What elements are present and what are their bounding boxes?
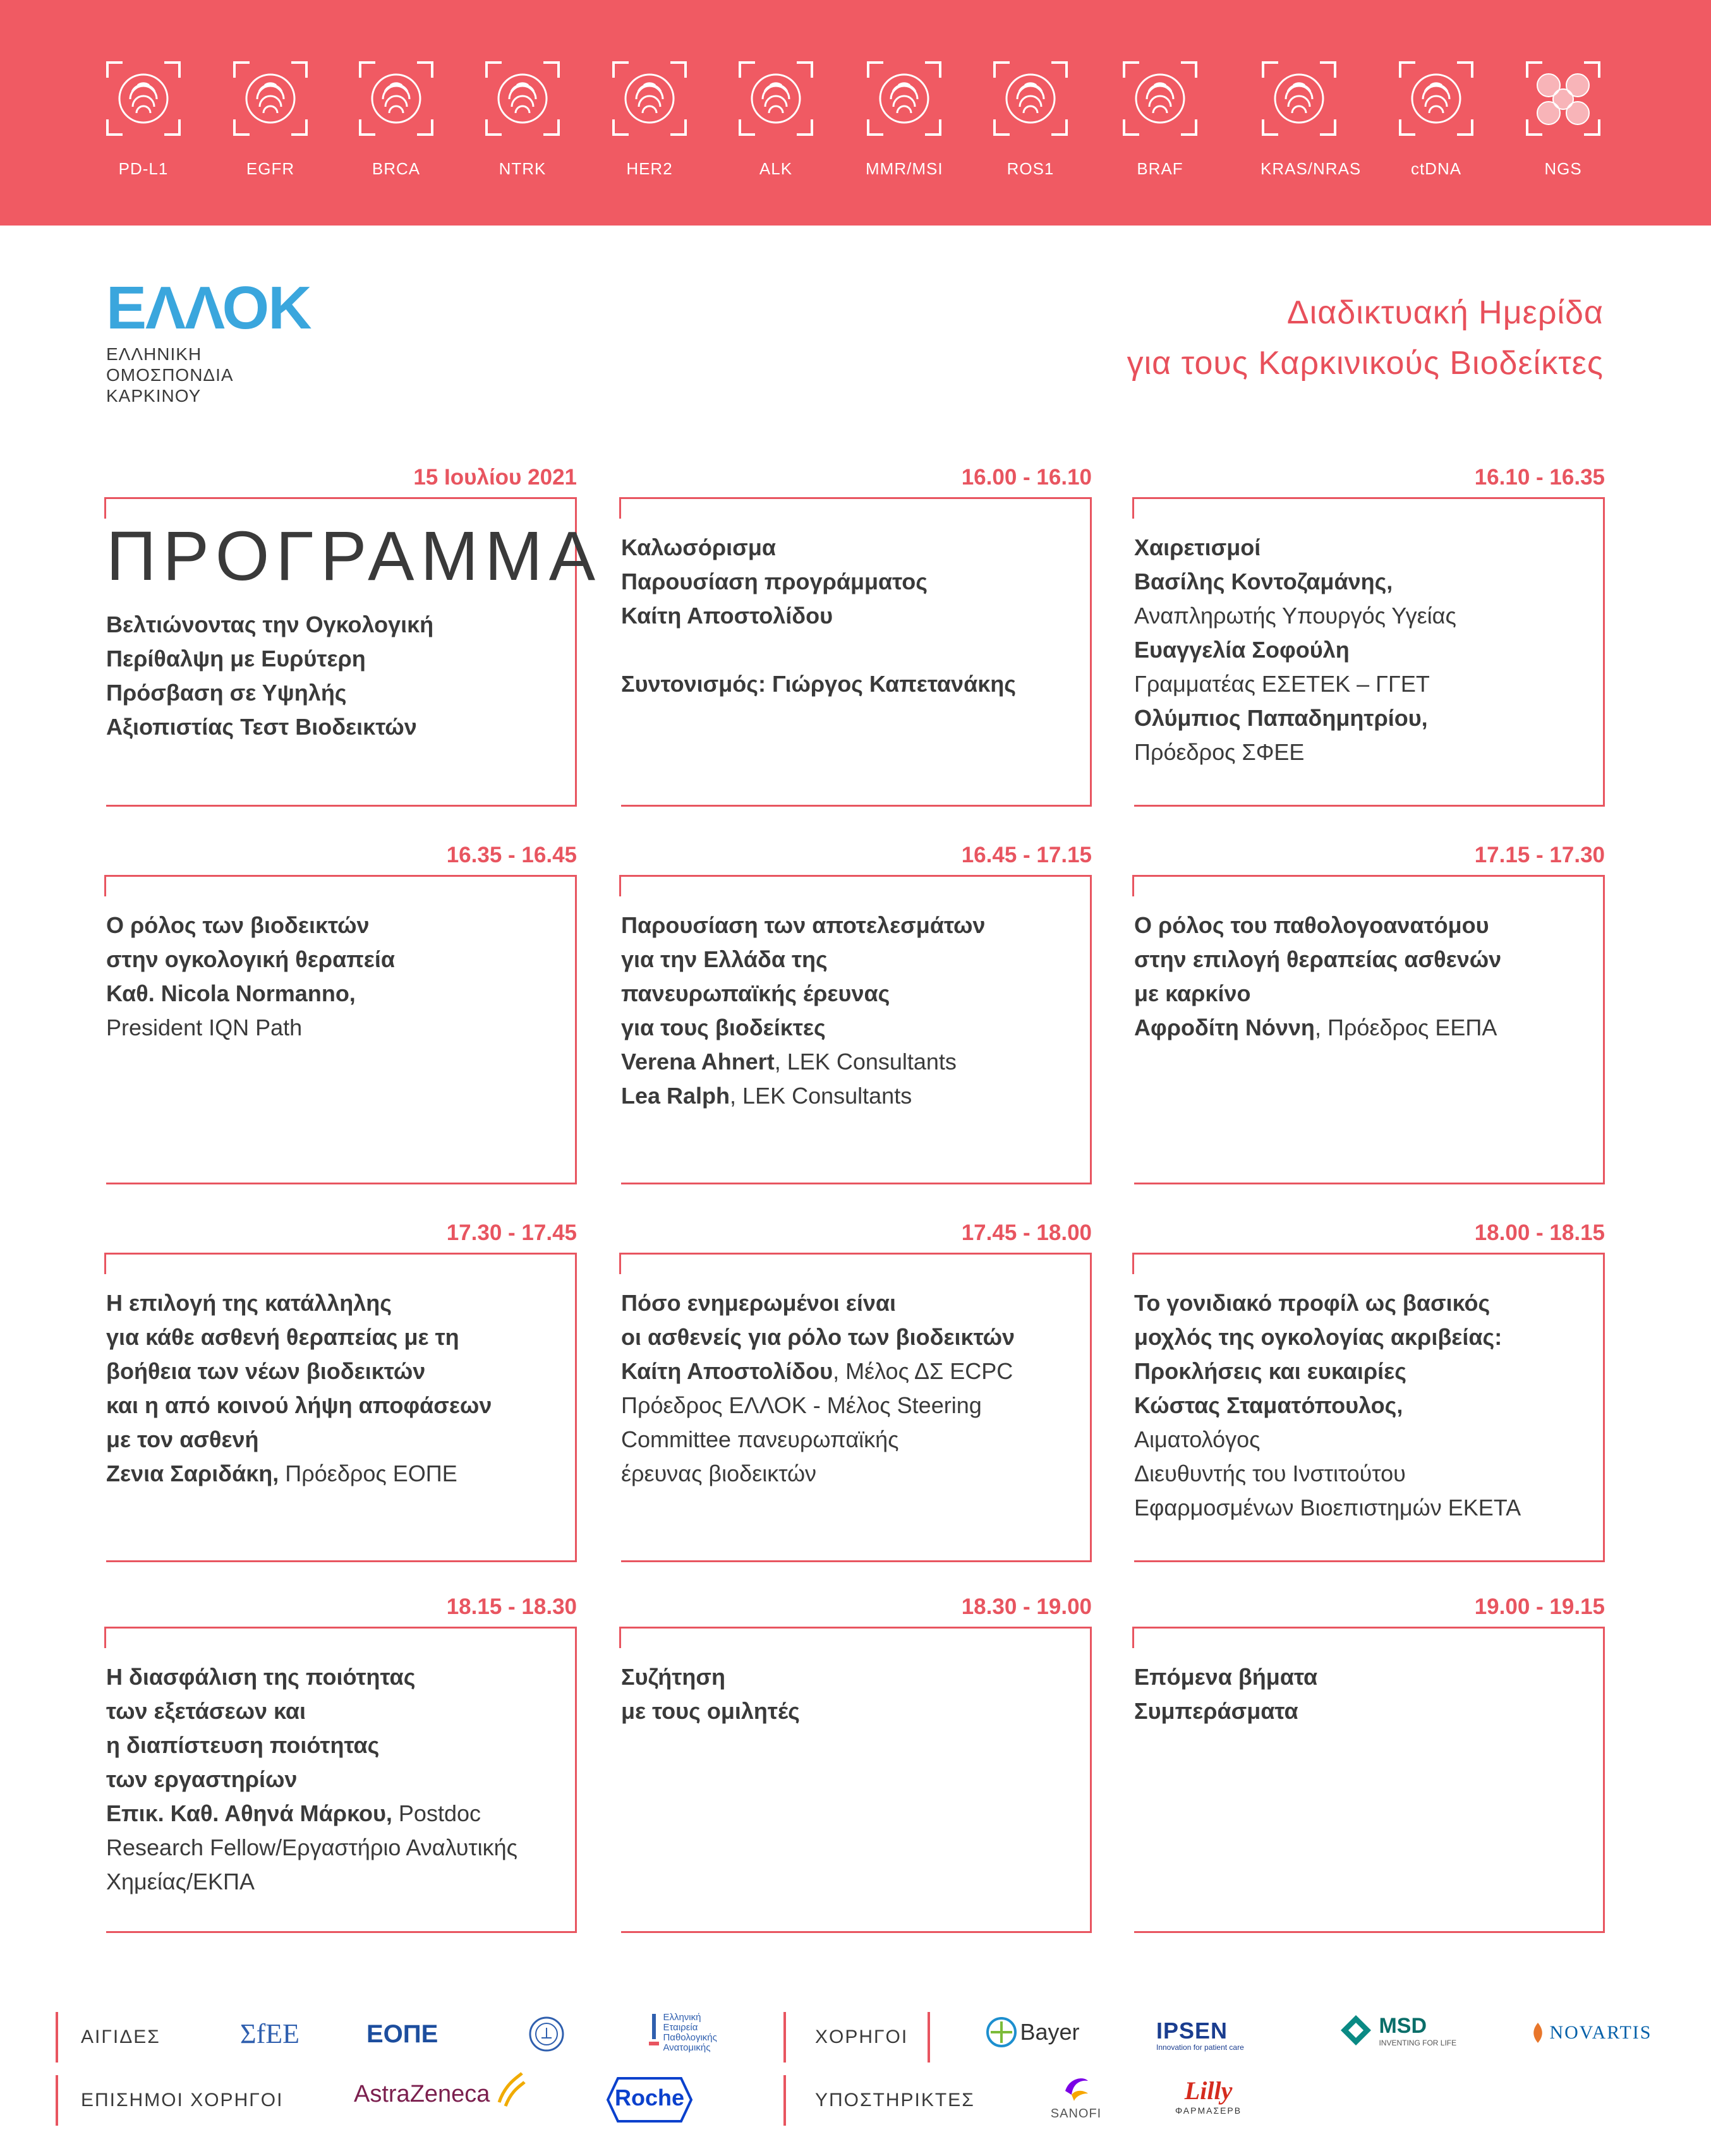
speaker-role: Χημείας/ΕΚΠΑ (106, 1869, 255, 1894)
marker-mmr-msi (866, 60, 943, 179)
marker-label: BRCA (372, 159, 421, 178)
novartis-text: NOVARTIS (1549, 2022, 1652, 2043)
session-time: 17.30 - 17.45 (437, 1220, 577, 1246)
speaker-role: , Μέλος ΔΣ ECPC (833, 1358, 1013, 1384)
session-line: Ο ρόλος του παθολογοανατόμου (1134, 912, 1489, 938)
astrazeneca-logo (354, 2081, 526, 2109)
session-card (106, 1220, 577, 1562)
marker-label: BRAF (1137, 159, 1183, 178)
session-line: για τους βιοδείκτες (621, 1015, 826, 1040)
msd-tagline: INVENTING FOR LIFE (1379, 2039, 1457, 2047)
astrazeneca-text: AstraZeneca (354, 2081, 490, 2107)
speaker-role: Γραμματέας ΕΣΕΤΕΚ – ΓΓΕΤ (1134, 671, 1430, 697)
program-subtitle-line: Βελτιώνοντας την Ογκολογική (106, 611, 434, 637)
bayer-logo (986, 2016, 1080, 2048)
marker-egfr (232, 60, 309, 179)
session-line: Επόμενα βήματα (1134, 1664, 1318, 1690)
speaker-role: Διευθυντής του Ινστιτούτου (1134, 1460, 1406, 1486)
msd-text: MSD (1379, 2014, 1427, 2038)
session-card (621, 1220, 1092, 1562)
program-subtitle-line: Αξιοπιστίας Τεστ Βιοδεικτών (106, 714, 417, 740)
speaker-line (621, 1045, 1077, 1079)
society-seal-icon (528, 2015, 565, 2053)
fingerprint-icon (232, 60, 309, 137)
sanofi-text: SANOFI (1050, 2107, 1102, 2121)
msd-logo (1339, 2014, 1456, 2047)
session-card (621, 465, 1092, 807)
bayer-text: Bayer (1020, 2019, 1080, 2045)
speaker-role: Postdoc (392, 1800, 481, 1826)
speaker-role: Πρόεδρος ΕΟΠΕ (279, 1460, 457, 1486)
marker-label: ALK (759, 159, 793, 178)
episimoi-label: ΕΠΙΣΗΜΟΙ ΧΟΡΗΓΟΙ (81, 2090, 284, 2111)
event-title-line: για τους Καρκινικούς Βιοδείκτες (1127, 345, 1604, 382)
speaker-name: Lea Ralph (621, 1083, 730, 1109)
speaker-name: Επικ. Καθ. Αθηνά Μάρκου, (106, 1800, 392, 1826)
pathology-society-name: Ελληνική Εταιρεία Παθολογικής Ανατομικής (663, 2012, 717, 2053)
session-card (106, 843, 577, 1184)
sponsors-row (0, 2009, 1711, 2078)
marker-label: MMR/MSI (866, 159, 943, 178)
logo-line: ΕΛΛΗΝΙΚΗ (106, 344, 202, 364)
session-time: 18.00 - 18.15 (1465, 1220, 1605, 1246)
speaker-name: Κώστας Σταματόπουλος, (1134, 1392, 1403, 1418)
marker-alk (737, 60, 814, 179)
marker-label: KRAS/NRAS (1261, 159, 1362, 178)
session-line: η διαπίστευση ποιότητας (106, 1732, 380, 1758)
session-line: με τους ομιλητές (621, 1698, 800, 1724)
marker-ros1 (992, 60, 1069, 179)
cell-cluster-icon (1525, 60, 1602, 137)
session-line: των εργαστηρίων (106, 1766, 298, 1792)
marker-ntrk (484, 60, 561, 179)
speaker-line (106, 1797, 562, 1831)
program-subtitle-line: Περίθαλψη με Ευρύτερη (106, 646, 366, 671)
session-line: Συμπεράσματα (1134, 1698, 1298, 1724)
speaker-role: Εφαρμοσμένων Βιοεπιστημών ΕΚΕΤΑ (1134, 1495, 1521, 1521)
speaker-role: έρευνας βιοδεικτών (621, 1460, 817, 1486)
speaker-name: Ευαγγελία Σοφούλη (1134, 637, 1350, 663)
marker-label: NTRK (499, 159, 547, 178)
session-line: οι ασθενείς για ρόλο των βιοδεικτών (621, 1324, 1015, 1350)
lilly-text: Lilly (1184, 2076, 1233, 2105)
sanofi-bird-icon (1060, 2072, 1092, 2104)
session-time: 17.15 - 17.30 (1465, 843, 1605, 868)
session-line: με καρκίνο (1134, 980, 1251, 1006)
marker-label: ctDNA (1410, 159, 1462, 178)
fingerprint-icon (1398, 60, 1475, 137)
session-time: 19.00 - 19.15 (1465, 1594, 1605, 1620)
event-title-line: Διαδικτυακή Ημερίδα (1286, 294, 1604, 331)
top-banner (0, 0, 1711, 226)
logo-line: ΟΜΟΣΠΟΝΔΙΑ (106, 365, 234, 385)
marker-ngs (1525, 60, 1602, 179)
session-line: για την Ελλάδα της (621, 946, 828, 972)
speaker-name: Verena Ahnert (621, 1049, 775, 1075)
logo-line: ΚΑΡΚΙΝΟΥ (106, 386, 202, 406)
fingerprint-icon (866, 60, 943, 137)
session-line: Παρουσίαση των αποτελεσμάτων (621, 912, 986, 938)
ypostiriktes-label: ΥΠΟΣΤΗΡΙΚΤΕΣ (815, 2090, 975, 2111)
speaker-line (621, 1079, 1077, 1113)
session-line: και η από κοινού λήψη αποφάσεων (106, 1392, 492, 1418)
session-line: με τον ασθενή (106, 1426, 259, 1452)
session-time: 16.00 - 16.10 (952, 465, 1092, 490)
marker-label: ROS1 (1007, 159, 1055, 178)
marker-pd-l1 (105, 60, 182, 179)
program-subtitle-line: Πρόσβαση σε Υψηλής (106, 680, 347, 706)
speaker-role: Committee πανευρωπαϊκής (621, 1426, 899, 1452)
ipsen-text: IPSEN (1156, 2018, 1228, 2044)
session-line: Χαιρετισμοί (1134, 534, 1261, 560)
bayer-cross-icon (986, 2016, 1017, 2048)
fingerprint-icon (1122, 60, 1199, 137)
speaker-role: , Πρόεδρος ΕΕΠΑ (1314, 1015, 1497, 1040)
marker-label: NGS (1544, 159, 1582, 178)
speaker-name: Ολύμπιος Παπαδημητρίου, (1134, 705, 1428, 731)
session-card (1134, 1220, 1605, 1562)
session-line: στην επιλογή θεραπείας ασθενών (1134, 946, 1502, 972)
session-line: Προκλήσεις και ευκαιρίες (1134, 1358, 1406, 1384)
session-card (1134, 843, 1605, 1184)
session-line: Το γονιδιακό προφίλ ως βασικός (1134, 1290, 1490, 1316)
session-line: Ο ρόλος των βιοδεικτών (106, 912, 370, 938)
marker-label: PD-L1 (118, 159, 169, 178)
session-line: Συντονισμός: Γιώργος Καπετανάκης (621, 671, 1016, 697)
logo-wordmark: ΕΛΛΟΚ (106, 274, 311, 342)
speaker-name: Καίτη Αποστολίδου (621, 1358, 833, 1384)
program-date: 15 Ιουλίου 2021 (403, 465, 577, 490)
ipsen-logo (1156, 2018, 1244, 2052)
speaker-role: , LEK Consultants (774, 1049, 957, 1075)
fingerprint-icon (737, 60, 814, 137)
speaker-line (106, 1457, 562, 1491)
session-time: 16.10 - 16.35 (1465, 465, 1605, 490)
sfee-logo: ΣfΕΕ (240, 2018, 300, 2049)
session-time: 17.45 - 18.00 (952, 1220, 1092, 1246)
speaker-line (1134, 1011, 1590, 1045)
program-title: ΠΡΟΓΡΑΜΜΑ (106, 517, 602, 595)
session-card (621, 843, 1092, 1184)
session-line: Καλωσόρισμα (621, 534, 776, 560)
novartis-flame-icon (1529, 2021, 1547, 2044)
session-card (106, 1594, 577, 1933)
marker-braf (1122, 60, 1199, 179)
session-line: Καίτη Αποστολίδου (621, 603, 833, 629)
sponsors-row (0, 2072, 1711, 2141)
event-title (1127, 287, 1604, 388)
speaker-name: Αφροδίτη Νόννη (1134, 1015, 1315, 1040)
session-line: για κάθε ασθενή θεραπείας με τη (106, 1324, 459, 1350)
speaker-role: Αναπληρωτής Υπουργός Υγείας (1134, 603, 1456, 629)
session-line: πανευρωπαϊκής έρευνας (621, 980, 890, 1006)
session-time: 18.30 - 19.00 (952, 1594, 1092, 1620)
ellok-logo (106, 274, 311, 406)
fingerprint-icon (105, 60, 182, 137)
speaker-role: Research Fellow/Εργαστήριο Αναλυτικής (106, 1834, 517, 1860)
sanofi-logo (1048, 2072, 1104, 2121)
fingerprint-icon (358, 60, 435, 137)
eope-logo: ΕΟΠΕ (366, 2020, 438, 2048)
microscope-icon (648, 2013, 660, 2051)
session-time: 16.35 - 16.45 (437, 843, 577, 868)
fingerprint-icon (992, 60, 1069, 137)
speaker-name: Βασίλης Κοντοζαμάνης, (1134, 569, 1393, 594)
speaker-name: Καθ. Nicola Normanno, (106, 980, 356, 1006)
marker-brca (358, 60, 435, 179)
session-line: μοχλός της ογκολογίας ακριβείας: (1134, 1324, 1502, 1350)
session-line: βοήθεια των νέων βιοδεικτών (106, 1358, 426, 1384)
aigides-label: ΑΙΓΙΔΕΣ (81, 2027, 160, 2047)
session-line: Συζήτηση (621, 1664, 725, 1690)
session-card (621, 1594, 1092, 1933)
session-card (1134, 1594, 1605, 1933)
session-line: στην ογκολογική θεραπεία (106, 946, 395, 972)
roche-logo (605, 2076, 694, 2127)
speaker-role: Αιματολόγος (1134, 1426, 1261, 1452)
session-card (1134, 465, 1605, 807)
novartis-logo (1529, 2021, 1652, 2044)
speaker-name: Ζενια Σαριδάκη, (106, 1460, 279, 1486)
marker-label: EGFR (246, 159, 295, 178)
xorigoi-label: ΧΟΡΗΓΟΙ (815, 2027, 909, 2047)
lilly-tagline: ΦΑΡΜΑΣΕΡΒ (1175, 2105, 1242, 2116)
session-line: Η διασφάλιση της ποιότητας (106, 1664, 416, 1690)
speaker-role: President IQN Path (106, 1015, 303, 1040)
speaker-line (621, 1354, 1077, 1388)
speaker-role: , LEK Consultants (730, 1083, 912, 1109)
program-card (106, 465, 602, 807)
speaker-role: Πρόεδρος ΕΛΛΟΚ - Μέλος Steering (621, 1392, 982, 1418)
session-line: Η επιλογή της κατάλληλης (106, 1290, 392, 1316)
fingerprint-icon (1261, 60, 1338, 137)
marker-label: HER2 (626, 159, 673, 178)
ipsen-tagline: Innovation for patient care (1156, 2043, 1244, 2052)
pathology-society-logo (648, 2013, 732, 2053)
roche-text: Roche (614, 2085, 685, 2111)
session-line: Παρουσίαση προγράμματος (621, 569, 928, 594)
session-line: Πόσο ενημερωμένοι είναι (621, 1290, 897, 1316)
marker-ctdna (1398, 60, 1475, 179)
marker-her2 (611, 60, 688, 179)
marker-kras-nras (1261, 60, 1362, 179)
astrazeneca-swirl-icon (493, 2071, 526, 2109)
session-time: 18.15 - 18.30 (437, 1594, 577, 1620)
msd-mark-icon (1339, 2014, 1372, 2047)
fingerprint-icon (484, 60, 561, 137)
speaker-role: Πρόεδρος ΣΦΕΕ (1134, 739, 1305, 765)
session-line: των εξετάσεων και (106, 1698, 306, 1724)
lilly-pharmaserv-logo (1175, 2076, 1242, 2116)
session-time: 16.45 - 17.15 (952, 843, 1092, 868)
fingerprint-icon (611, 60, 688, 137)
